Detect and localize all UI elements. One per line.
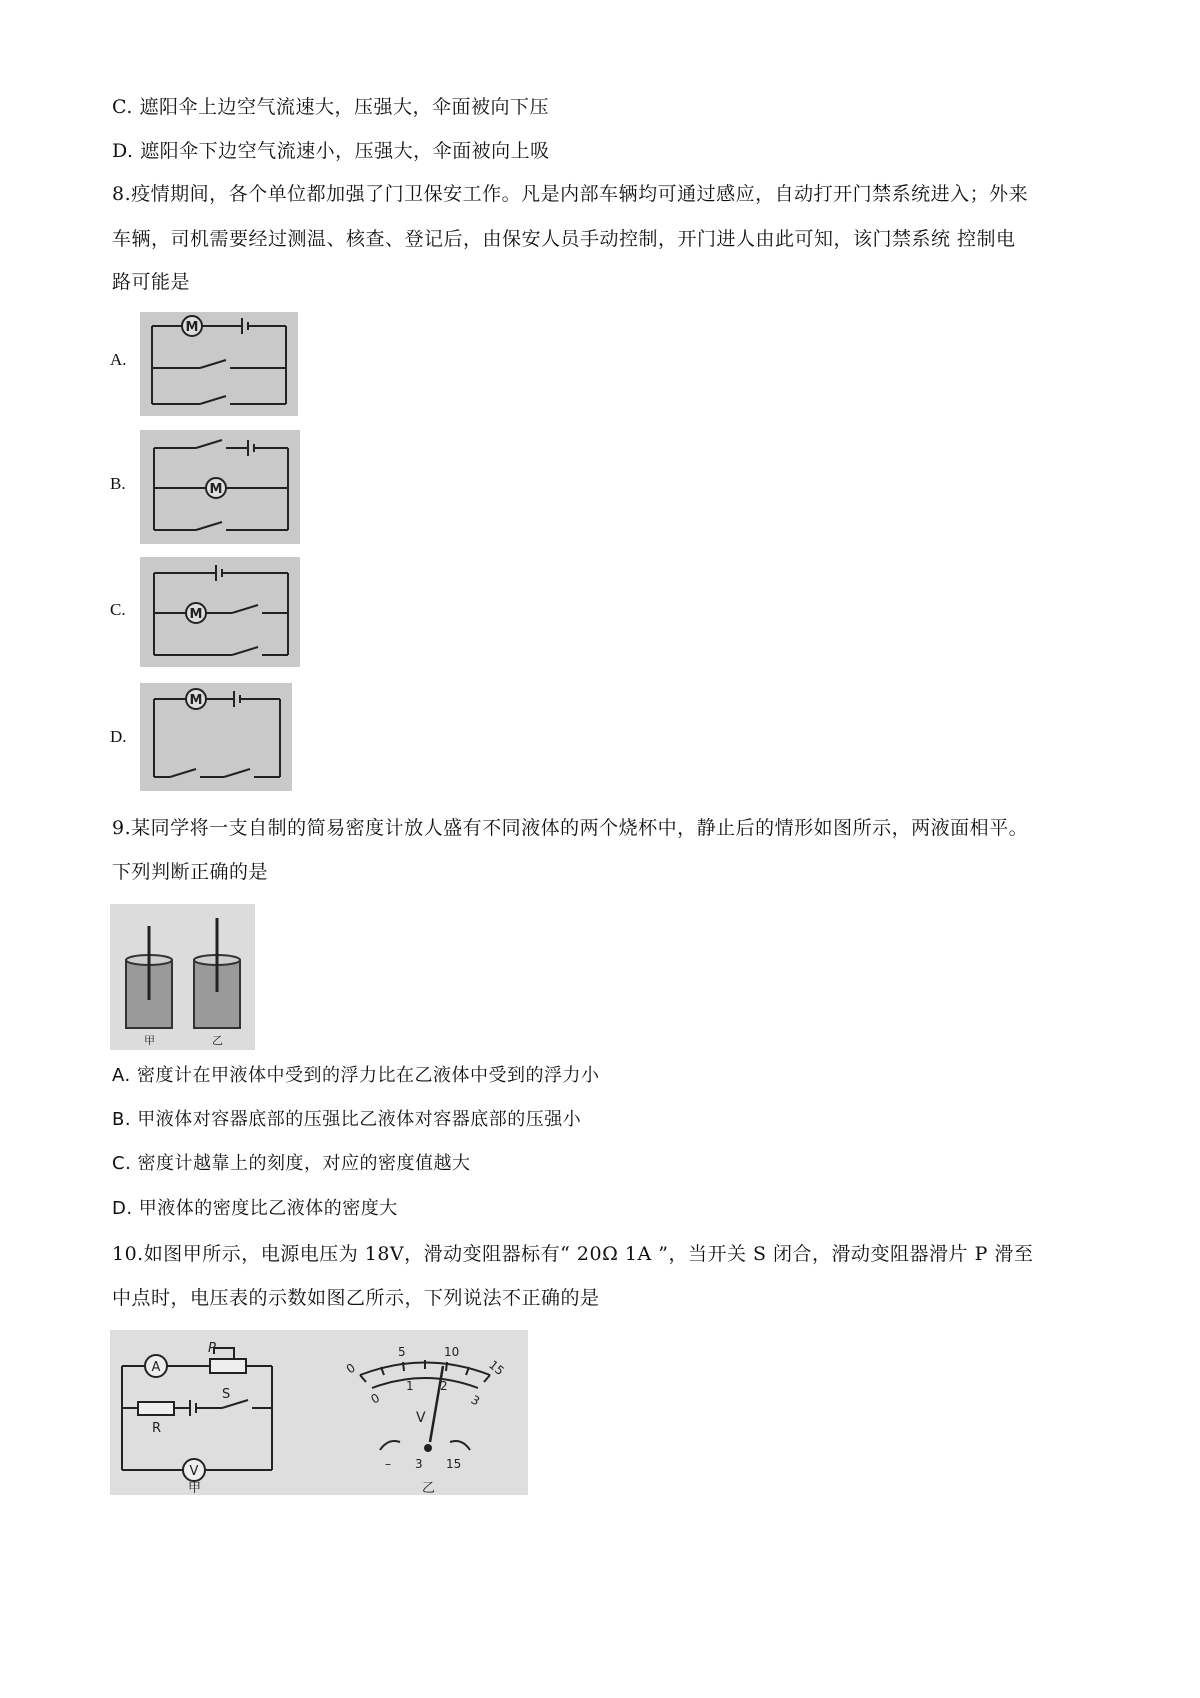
- motor-label: M: [189, 607, 203, 622]
- q9-option-a: A. 密度计在甲液体中受到的浮力比在乙液体中受到的浮力小: [112, 1065, 600, 1086]
- q10-stem-line-2: 中点时，电压表的示数如图乙所示，下列说法不正确的是: [112, 1287, 600, 1309]
- slider-label: P: [208, 1341, 216, 1356]
- beaker-jia-label: 甲: [144, 1034, 155, 1047]
- q8-option-a-label: A.: [110, 350, 127, 369]
- meter-unit-label: V: [416, 1410, 426, 1426]
- scale-outer-10: 10: [444, 1345, 460, 1359]
- q9-option-c: C. 密度计越靠上的刻度，对应的密度值越大: [112, 1153, 471, 1174]
- scale-inner-3: 3: [468, 1392, 483, 1409]
- terminal-15: 15: [446, 1457, 462, 1471]
- scale-outer-0: 0: [343, 1360, 358, 1377]
- q8-circuit-d: [140, 683, 292, 791]
- q9-option-b: B. 甲液体对容器底部的压强比乙液体对容器底部的压强小: [112, 1109, 582, 1130]
- scale-inner-0: 0: [368, 1390, 383, 1407]
- switch-label: S: [222, 1387, 231, 1402]
- beaker-yi: [194, 918, 240, 1028]
- circuit-jia: [122, 1348, 272, 1481]
- q8-circuit-a: [140, 312, 298, 416]
- q8-stem-line-1: 8.疫情期间，各个单位都加强了门卫保安工作。凡是内部车辆均可通过感应，自动打开门禁系统进入；外来: [112, 183, 1029, 205]
- q8-circuit-c: [140, 557, 300, 667]
- scale-outer-15: 15: [486, 1357, 507, 1379]
- q8-stem-line-3: 路可能是: [112, 271, 191, 293]
- q9-beakers-figure: [110, 904, 255, 1050]
- q8-stem-line-2: 车辆，司机需要经过测温、核查、登记后，由保安人员手动控制，开门进人由此可知，该门禁系统 控制电: [112, 228, 1016, 250]
- q10-figure: [110, 1330, 528, 1495]
- q9-stem-line-1: 9.某同学将一支自制的简易密度计放人盛有不同液体的两个烧杯中，静止后的情形如图所示，两液面相平。: [112, 817, 1029, 839]
- beaker-jia: [126, 926, 172, 1028]
- circuit-a-diagram: [140, 312, 298, 416]
- motor-label: M: [185, 320, 199, 335]
- voltmeter-label: V: [189, 1464, 199, 1479]
- q7-option-d: D. 遮阳伞下边空气流速小，压强大，伞面被向上吸: [112, 140, 550, 162]
- q9-option-d: D. 甲液体的密度比乙液体的密度大: [112, 1198, 398, 1219]
- q8-option-d-label: D.: [110, 727, 127, 746]
- resistor-label: R: [152, 1421, 162, 1436]
- scale-outer-5: 5: [398, 1345, 406, 1359]
- scale-inner-1: 1: [406, 1379, 414, 1393]
- q10-stem-line-1: 10.如图甲所示，电源电压为 18V，滑动变阻器标有“ 20Ω 1A ”，当开关 S 闭合，滑动变阻器滑片 P 滑至: [112, 1243, 1034, 1265]
- q10-diagrams: [110, 1330, 528, 1495]
- circuit-d-diagram: [140, 683, 292, 791]
- circuit-caption: 甲: [188, 1481, 202, 1495]
- circuit-b-diagram: [140, 430, 300, 544]
- beakers-diagram: [110, 904, 255, 1050]
- motor-label: M: [209, 482, 223, 497]
- q9-stem-line-2: 下列判断正确的是: [112, 861, 269, 883]
- terminal-negative: –: [385, 1457, 391, 1471]
- meter-caption: 乙: [422, 1481, 436, 1495]
- q8-option-c-label: C.: [110, 600, 126, 619]
- q7-option-c: C. 遮阳伞上边空气流速大，压强大，伞面被向下压: [112, 96, 549, 118]
- terminal-3: 3: [415, 1457, 423, 1471]
- ammeter-label: A: [151, 1360, 161, 1375]
- beaker-yi-label: 乙: [212, 1034, 223, 1047]
- q8-circuit-b: [140, 430, 300, 544]
- circuit-c-diagram: [140, 557, 300, 667]
- q8-option-b-label: B.: [110, 474, 126, 493]
- motor-label: M: [189, 693, 203, 708]
- scale-inner-2: 2: [440, 1379, 448, 1393]
